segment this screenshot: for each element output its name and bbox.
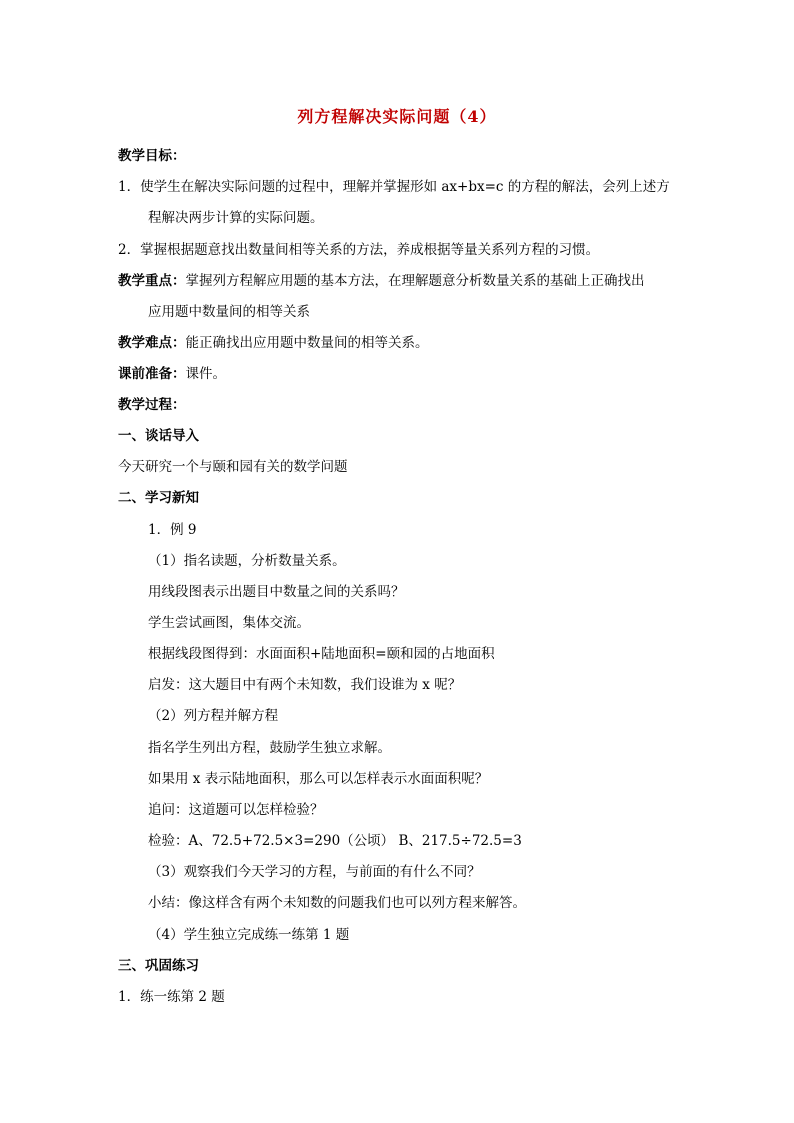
section-2-heading: 二、学习新知 <box>118 490 199 506</box>
question-4: 启发：这大题目中有两个未知数，我们设谁为 x 呢？ <box>148 677 462 693</box>
section-1-heading: 一、谈话导入 <box>118 428 199 444</box>
key-points-line-2: 应用题中数量间的相等关系 <box>148 304 310 320</box>
difficulty-text: 能正确找出应用题中数量间的相等关系。 <box>185 335 429 351</box>
step-3: （3）观察我们今天学习的方程，与前面的有什么不同？ <box>148 864 481 880</box>
summary: 小结：像这样含有两个未知数的问题我们也可以列方程来解答。 <box>148 895 526 911</box>
preparation <box>118 365 226 383</box>
verification: 检验：A、72.5+72.5×3=290（公顷） B、217.5÷72.5=3 <box>148 833 522 849</box>
section-1-text: 今天研究一个与颐和园有关的数学问题 <box>118 459 348 475</box>
preparation-label: 课前准备： <box>118 366 186 382</box>
process-heading: 教学过程： <box>118 397 186 413</box>
objective-2: 2．掌握根据题意找出数量间相等关系的方法，养成根据等量关系列方程的习惯。 <box>118 242 600 258</box>
key-points-text: 掌握列方程解应用题的基本方法，在理解题意分析数量关系的基础上正确找出 <box>185 273 645 289</box>
key-points <box>118 272 645 290</box>
practice-1: 1．练一练第 2 题 <box>118 989 225 1005</box>
step-4: （4）学生独立完成练一练第 1 题 <box>148 927 350 943</box>
section-3-heading: 三、巩固练习 <box>118 958 199 974</box>
question-5: 指名学生列出方程，鼓励学生独立求解。 <box>148 740 391 756</box>
question-7: 追问：这道题可以怎样检验？ <box>148 802 324 818</box>
objectives-heading: 教学目标： <box>118 148 186 164</box>
example-9: 1．例 9 <box>148 522 197 538</box>
key-points-label: 教学重点： <box>118 273 186 289</box>
preparation-text: 课件。 <box>185 366 226 382</box>
question-3: 根据线段图得到：水面面积+陆地面积=颐和园的占地面积 <box>148 646 495 662</box>
question-6: 如果用 x 表示陆地面积，那么可以怎样表示水面面积呢？ <box>148 771 489 787</box>
question-1: 用线段图表示出题目中数量之间的关系吗？ <box>148 584 405 600</box>
document-title: 列方程解决实际问题（4） <box>297 107 497 126</box>
objective-1-line-1: 1．使学生在解决实际问题的过程中，理解并掌握形如 ax+bx=c 的方程的解法，会列上述方 <box>118 179 670 195</box>
step-2: （2）列方程并解方程 <box>148 708 279 724</box>
question-2: 学生尝试画图，集体交流。 <box>148 615 310 631</box>
difficulty <box>118 334 429 352</box>
step-1: （1）指名读题，分析数量关系。 <box>148 553 346 569</box>
objective-1-line-2: 程解决两步计算的实际问题。 <box>148 210 324 226</box>
difficulty-label: 教学难点： <box>118 335 186 351</box>
